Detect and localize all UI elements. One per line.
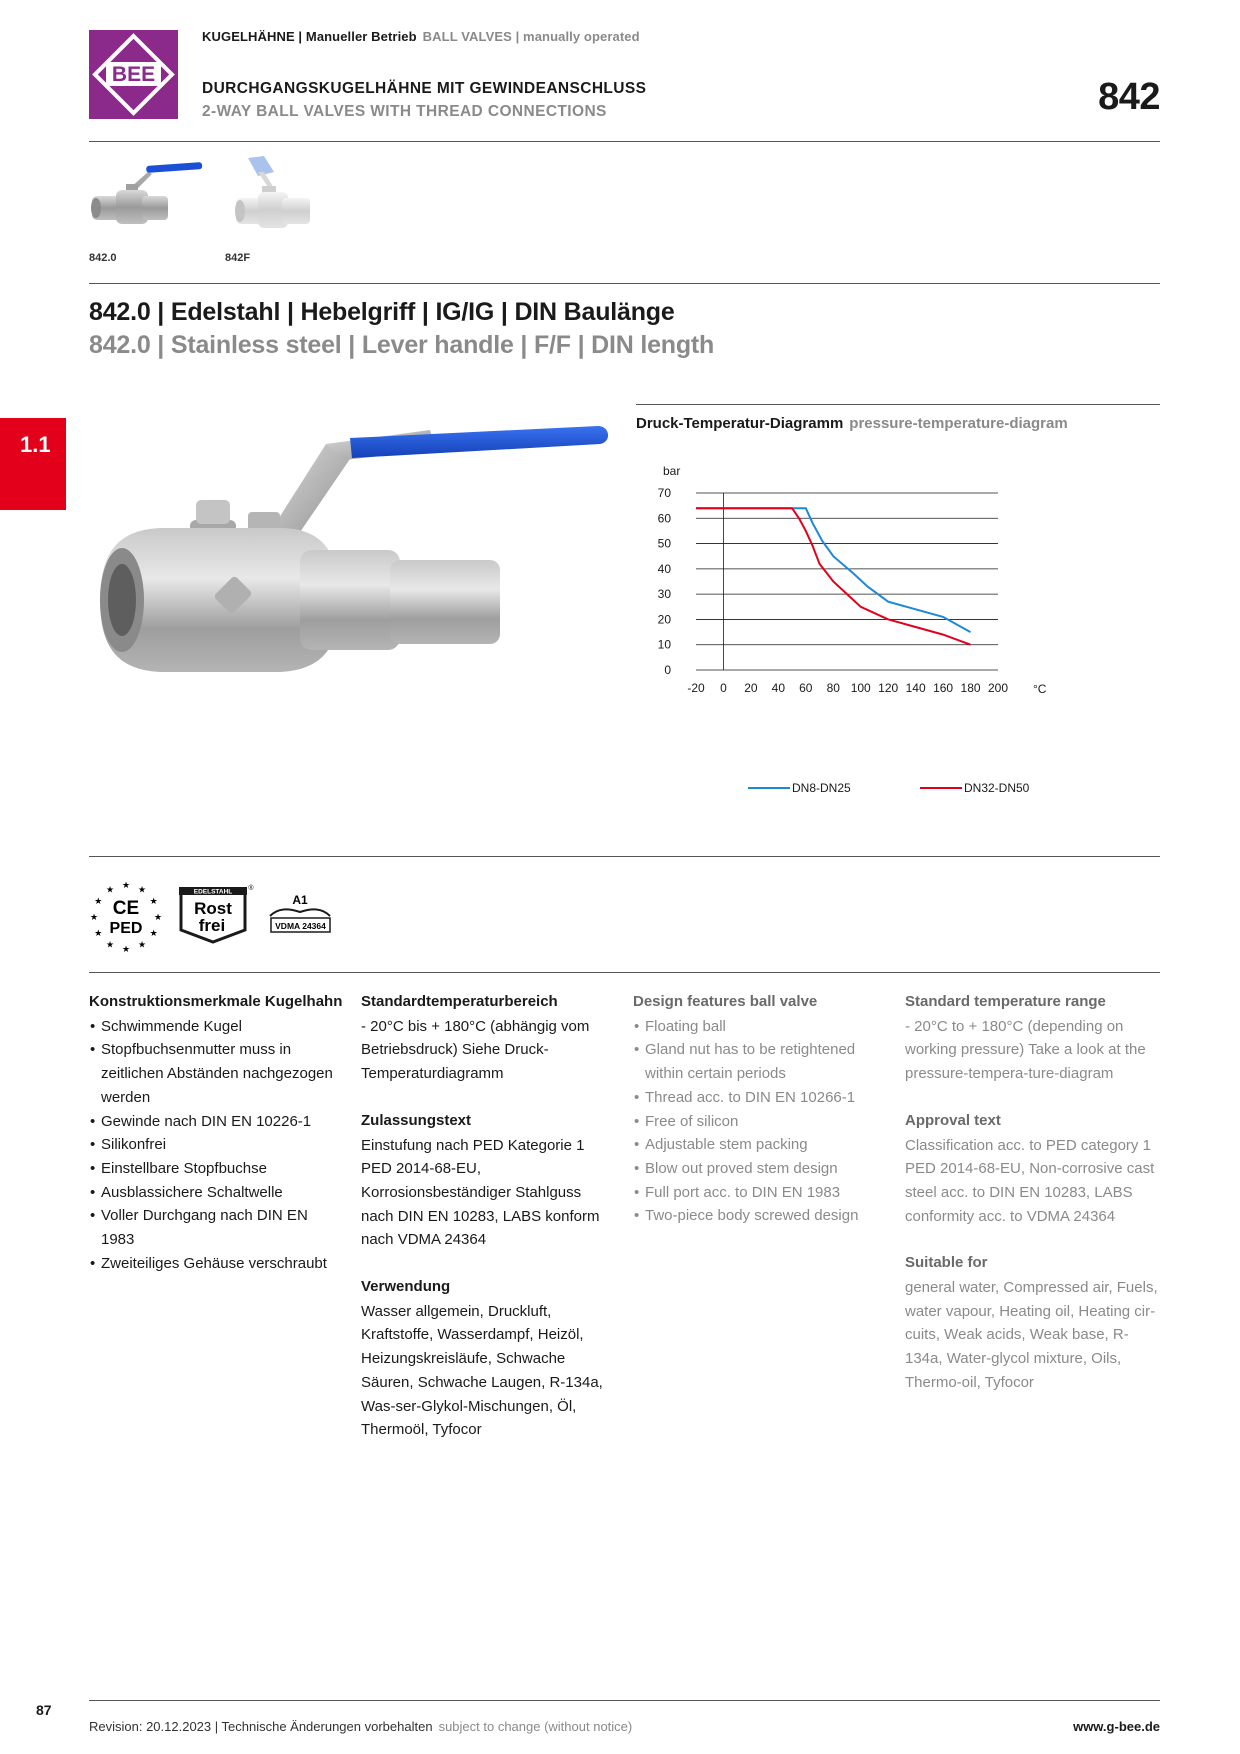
revision-de: Revision: 20.12.2023 | Technische Änderungen vorbehalten [89, 1719, 433, 1734]
approval-en-heading: Approval text [905, 1111, 1001, 1129]
list-item: • Einstellbare Stopfbuchse [89, 1157, 344, 1181]
edelstahl-rostfrei-certification-icon [178, 878, 254, 954]
bee-logo [89, 30, 178, 119]
list-item: • Free of silicon [633, 1110, 888, 1134]
eu-star-icon: ★ [149, 929, 158, 939]
product-title-en: 842.0 | Stainless steel | Lever handle | F/F | DIN length [89, 331, 715, 359]
eu-star-icon: ★ [137, 940, 147, 951]
y-tick-label: 70 [657, 486, 671, 500]
y-tick-label: 50 [657, 536, 671, 551]
x-tick-label: 160 [933, 681, 954, 695]
svg-text:BEE: BEE [111, 63, 156, 86]
eu-star-icon: ★ [121, 945, 131, 954]
variant-thumbnail-842-0[interactable] [86, 150, 206, 240]
ped-label: PED [109, 920, 143, 937]
list-item: • Silikonfrei [89, 1133, 344, 1157]
header-category [202, 29, 640, 44]
product-title-de: 842.0 | Edelstahl | Hebelgriff | IG/IG | DIN Baulänge [89, 298, 675, 326]
design-features-en [633, 990, 888, 1228]
y-tick-label: 20 [657, 612, 671, 627]
variant-label-842-0: 842.0 [89, 252, 117, 264]
specs-de [361, 990, 616, 1465]
pressure-temperature-chart [636, 455, 1160, 815]
page-number: 87 [36, 1702, 52, 1718]
frei-label: frei [198, 916, 226, 935]
list-item: • Floating ball [633, 1015, 888, 1039]
product-photo-ball-valve [100, 420, 610, 700]
usage-de-text: Wasser allgemein, Druckluft, Kraftstoffe, Wasserdampf, Heizöl, Heizungskreisläufe, Schwache Säuren, Schwache Laugen, R-134a, Was-ser-Glykol-Mischungen, Öl, Thermoöl, Tyfocor [361, 1302, 603, 1439]
divider [636, 404, 1160, 405]
header-title-en: 2-WAY BALL VALVES WITH THREAD CONNECTIONS [202, 103, 607, 120]
approval-de-text: Einstufung nach PED Kategorie 1 PED 2014-68-EU, Korrosionsbeständiger Stahlguss nach DIN EN 10283, LABS konform nach VDMA 24364 [361, 1136, 600, 1249]
design-features-de-heading: Konstruktionsmerkmale Kugelhahn [89, 993, 343, 1010]
header-title-de: DURCHGANGSKUGELHÄHNE MIT GEWINDEANSCHLUSS [202, 80, 647, 97]
a1-label: A1 [292, 893, 308, 907]
x-tick-label: 140 [905, 681, 926, 695]
design-features-de-list [89, 1015, 344, 1276]
chart-title-en: pressure-temperature-diagram [849, 415, 1068, 432]
temperature-range-en-text: - 20°C to + 180°C (depending on working pressure) Take a look at the pressure-tempera-ture-diagram [905, 1017, 1146, 1083]
divider [89, 1700, 1160, 1701]
header-category-en: BALL VALVES | manually operated [422, 29, 640, 44]
x-tick-label: 20 [744, 681, 758, 695]
x-axis-label: °C [1033, 682, 1047, 696]
edelstahl-label: EDELSTAHL [193, 888, 233, 896]
variant-thumbnail-842f[interactable] [222, 150, 342, 240]
x-tick-label: 80 [826, 681, 840, 695]
svg-text:®: ® [248, 885, 254, 892]
temperature-range-de-heading: Standardtemperaturbereich [361, 993, 558, 1010]
website-link[interactable]: www.g-bee.de [1073, 1719, 1160, 1734]
revision-en: subject to change (without notice) [438, 1719, 633, 1734]
y-tick-label: 30 [657, 587, 671, 602]
revision-note [89, 1719, 632, 1734]
chart-title [636, 415, 1068, 432]
list-item: • Two-piece body screwed design [633, 1204, 888, 1228]
y-tick-label: 60 [657, 511, 671, 526]
series-number: 842 [1098, 76, 1160, 118]
variant-label-842f: 842F [225, 252, 251, 264]
eu-star-icon: ★ [105, 885, 115, 896]
eu-star-icon: ★ [121, 881, 131, 891]
vdma-a1-certification-icon [268, 878, 338, 954]
list-item: • Schwimmende Kugel [89, 1015, 344, 1039]
eu-star-icon: ★ [89, 913, 99, 923]
temperature-range-en-heading: Standard temperature range [905, 993, 1106, 1010]
y-axis-label: bar [663, 464, 681, 478]
design-features-de [89, 990, 344, 1275]
specs-en [905, 990, 1160, 1418]
x-tick-label: 120 [878, 681, 899, 695]
list-item: • Gland nut has to be retightened within certain periods [633, 1038, 888, 1085]
usage-de-heading: Verwendung [361, 1278, 451, 1296]
series-line-dn32-dn50 [696, 508, 971, 645]
y-tick-label: 40 [657, 561, 671, 576]
list-item: • Zweiteiliges Gehäuse verschraubt [89, 1252, 344, 1276]
list-item: • Adjustable stem packing [633, 1133, 888, 1157]
divider [89, 283, 1160, 284]
list-item: • Thread acc. to DIN EN 10266-1 [633, 1086, 888, 1110]
list-item: • Stopfbuchsenmutter muss in zeitlichen Abständen nachgezogen werden [89, 1038, 344, 1109]
eu-star-icon: ★ [94, 929, 103, 939]
x-tick-label: 200 [987, 681, 1009, 695]
list-item: • Gewinde nach DIN EN 10226-1 [89, 1110, 344, 1134]
x-tick-label: 180 [960, 681, 981, 695]
list-item: • Blow out proved stem design [633, 1157, 888, 1181]
chart-title-de: Druck-Temperatur-Diagramm [636, 415, 844, 432]
section-tab[interactable]: 1.1 [0, 418, 66, 510]
y-tick-label: 0 [664, 663, 671, 677]
temperature-range-de-text: - 20°C bis + 180°C (abhängig vom Betriebsdruck) Siehe Druck-Temperaturdiagramm [361, 1017, 590, 1083]
vdma-label: VDMA 24364 [275, 921, 326, 931]
x-tick-label: 60 [799, 681, 813, 695]
legend-label: DN8-DN25 [792, 781, 851, 795]
x-tick-label: 0 [720, 681, 727, 695]
rost-label: Rost [194, 899, 232, 918]
approval-en-text: Classification acc. to PED category 1 PED 2014-68-EU, Non-corrosive cast steel acc. to DIN EN 10283, LABS conformity acc. to VDMA 24364 [905, 1136, 1155, 1225]
eu-star-icon: ★ [137, 885, 147, 896]
usage-en-text: general water, Compressed air, Fuels, water vapour, Heating oil, Heating cir-cuits, Weak acids, Weak base, R-134a, Water-glycol mixture, Oils, Thermo-oil, Tyfocor [905, 1279, 1158, 1391]
usage-en-heading: Suitable for [905, 1254, 988, 1272]
eu-star-icon: ★ [153, 913, 163, 923]
x-tick-label: -20 [687, 681, 705, 695]
list-item: • Ausblassichere Schaltwelle [89, 1181, 344, 1205]
approval-de-heading: Zulassungstext [361, 1111, 472, 1129]
y-tick-label: 10 [657, 637, 671, 652]
header-category-de: KUGELHÄHNE | Manueller Betrieb [202, 29, 417, 44]
eu-star-icon: ★ [149, 897, 158, 907]
legend-label: DN32-DN50 [964, 781, 1030, 795]
ce-ped-certification-icon [88, 878, 164, 954]
divider [89, 141, 1160, 142]
divider [89, 972, 1160, 973]
series-line-dn8-dn25 [696, 508, 971, 632]
eu-star-icon: ★ [94, 897, 103, 907]
x-tick-label: 40 [771, 681, 786, 695]
divider [89, 856, 1160, 857]
design-features-en-list [633, 1015, 888, 1228]
list-item: • Full port acc. to DIN EN 1983 [633, 1181, 888, 1205]
ce-mark-label: CE [112, 898, 140, 919]
eu-star-icon: ★ [105, 940, 115, 951]
list-item: • Voller Durchgang nach DIN EN 1983 [89, 1204, 344, 1251]
design-features-en-heading: Design features ball valve [633, 993, 818, 1010]
x-tick-label: 100 [850, 681, 871, 695]
